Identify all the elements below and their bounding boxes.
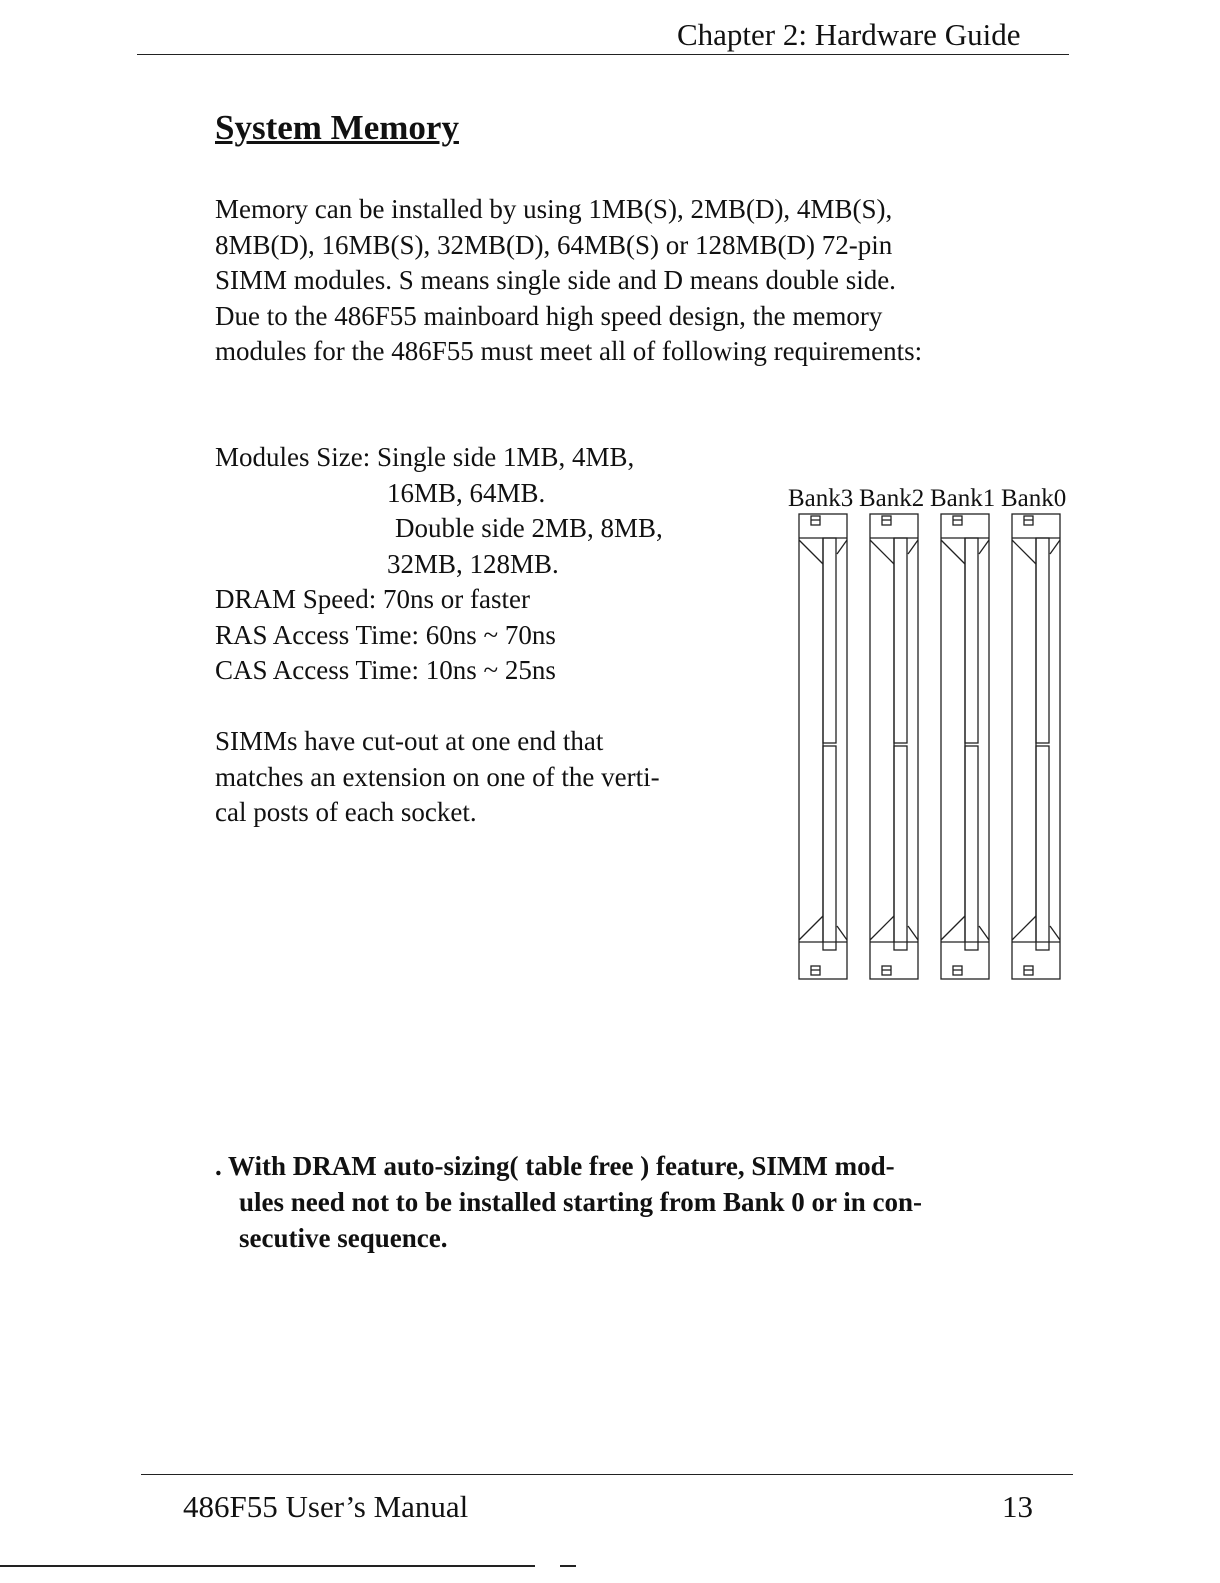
intro-line: modules for the 486F55 must meet all of following requirements: bbox=[215, 336, 923, 366]
socket-latch bbox=[941, 916, 965, 940]
cutout-line: cal posts of each socket. bbox=[215, 797, 477, 827]
simm-socket bbox=[941, 514, 989, 979]
header-rule bbox=[137, 54, 1069, 55]
socket-latch bbox=[799, 540, 823, 564]
simm-socket-diagram bbox=[780, 505, 1080, 985]
socket-latch bbox=[837, 540, 847, 554]
socket-latch bbox=[908, 540, 918, 554]
socket-slot-upper bbox=[965, 538, 978, 743]
socket-latch bbox=[1012, 916, 1036, 940]
modules-size-line: Double side 2MB, 8MB, bbox=[395, 513, 663, 543]
intro-line: Memory can be installed by using 1MB(S), 2MB(D), 4MB(S), bbox=[215, 194, 893, 224]
bank-label-3: Bank3 bbox=[788, 485, 854, 512]
bank-label-0: Bank0 bbox=[1001, 485, 1067, 512]
socket-latch bbox=[941, 540, 965, 564]
footer-rule bbox=[141, 1474, 1073, 1475]
page-edge-mark bbox=[560, 1565, 576, 1567]
socket-slot-upper bbox=[1036, 538, 1049, 743]
note-line: ules need not to be installed starting from Bank 0 or in con- bbox=[239, 1187, 923, 1217]
dram-speed: DRAM Speed: 70ns or faster bbox=[215, 584, 530, 614]
cas-access-time: CAS Access Time: 10ns ~ 25ns bbox=[215, 655, 556, 685]
section-title: System Memory bbox=[215, 108, 459, 147]
socket-slot-lower bbox=[965, 746, 978, 950]
socket-latch bbox=[799, 916, 823, 940]
socket-latch bbox=[870, 916, 894, 940]
manual-title: 486F55 User’s Manual bbox=[183, 1489, 469, 1524]
chapter-title: Chapter 2: Hardware Guide bbox=[677, 17, 1021, 52]
simm-socket bbox=[1012, 514, 1060, 979]
modules-size-line: Modules Size: Single side 1MB, 4MB, bbox=[215, 442, 635, 472]
socket-slot-lower bbox=[894, 746, 907, 950]
cutout-line: matches an extension on one of the verti- bbox=[215, 761, 660, 792]
socket-slot-upper bbox=[823, 538, 836, 743]
requirements-list bbox=[215, 440, 663, 689]
socket-slot-lower bbox=[1036, 746, 1049, 950]
intro-paragraph bbox=[215, 192, 922, 370]
note-line: . With DRAM auto-sizing( table free ) feature, SIMM mod- bbox=[215, 1151, 895, 1181]
socket-latch bbox=[908, 926, 918, 940]
modules-size-line: 32MB, 128MB. bbox=[387, 548, 559, 579]
auto-sizing-note bbox=[215, 1148, 922, 1256]
socket-latch bbox=[979, 540, 989, 554]
simm-socket bbox=[799, 514, 847, 979]
intro-line: SIMM modules. S means single side and D means double side. bbox=[215, 265, 896, 295]
socket-slot-lower bbox=[823, 746, 836, 950]
modules-size-line: 16MB, 64MB. bbox=[387, 477, 546, 508]
socket-latch bbox=[1050, 540, 1060, 554]
intro-line: Due to the 486F55 mainboard high speed design, the memory bbox=[215, 300, 883, 331]
note-line: secutive sequence. bbox=[239, 1223, 448, 1253]
bank-label-1: Bank1 bbox=[930, 485, 996, 512]
simm-socket bbox=[870, 514, 918, 979]
socket-slot-upper bbox=[894, 538, 907, 743]
intro-line: 8MB(D), 16MB(S), 32MB(D), 64MB(S) or 128MB(D) 72-pin bbox=[215, 229, 893, 260]
socket-latch bbox=[837, 926, 847, 940]
socket-latch bbox=[870, 540, 894, 564]
cutout-line: SIMMs have cut-out at one end that bbox=[215, 726, 604, 756]
bank-label-2: Bank2 bbox=[859, 485, 925, 512]
page-edge-rule bbox=[0, 1565, 535, 1567]
ras-access-time: RAS Access Time: 60ns ~ 70ns bbox=[215, 619, 556, 650]
socket-latch bbox=[979, 926, 989, 940]
socket-latch bbox=[1012, 540, 1036, 564]
cutout-paragraph bbox=[215, 724, 660, 831]
socket-latch bbox=[1050, 926, 1060, 940]
page-number: 13 bbox=[1002, 1489, 1033, 1524]
